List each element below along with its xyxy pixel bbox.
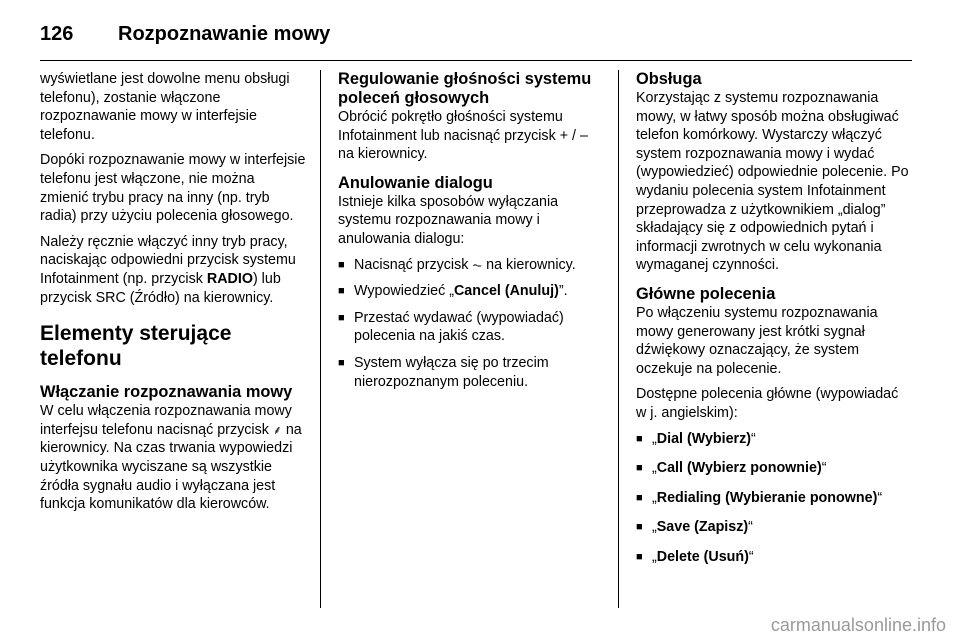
text-span: na kierownicy. Na czas trwania wypowiedzi użytkownika wyciszane są wszystkie źródła sygnału audio i wyłączana jest funkcja komunikatów dla kierowców.: [40, 421, 302, 513]
main-commands-list: [636, 430, 910, 567]
list-item: [636, 489, 910, 508]
column-1: [40, 70, 306, 521]
paragraph: Dopóki rozpoznawanie mowy w interfejsie telefonu jest włączone, nie można zmienić trybu pracy na inny (np. tryb radia) przy użyciu polecenia głosowego.: [40, 152, 306, 225]
column-3: [636, 70, 910, 577]
voice-recognition-icon: ⸙: [272, 422, 282, 437]
paragraph: Korzystając z systemu rozpoznawania mowy, w łatwy sposób można obsługiwać telefon komórkowy. Wystarczy włączyć system rozpoznawania mowy i wydać (wypowiedzieć) odpowiednie polecenie. Po wydaniu polecenia system Infotainment przeprowadza z użytkownikiem „dialog” składający się z odpowiednich pytań i informacji zwrotnych w celu wykonania wymaganej czynności.: [636, 90, 909, 274]
list-item: ■ Przestać wydawać (wypowiadać) polecenia na jakiś czas.: [338, 309, 604, 346]
heading-main-commands: Główne polecenia: [636, 284, 776, 303]
page-header: [40, 14, 330, 54]
list-item: [636, 548, 910, 567]
column-divider-2: [618, 70, 619, 608]
command-text: Redialing (Wybieranie ponowne): [656, 489, 878, 506]
list-item: [636, 459, 910, 478]
heading-cancel-dialog: Anulowanie dialogu: [338, 173, 493, 192]
list-item: [636, 430, 910, 449]
quote-mark: “: [877, 489, 883, 506]
text-span: ) lub przycisk SRC (Źródło) na kierownicy.: [40, 270, 281, 306]
header-rule: [40, 60, 912, 61]
text-span: Wypowiedzieć „: [354, 283, 454, 300]
list-item: [338, 282, 604, 301]
quote-mark: “: [748, 519, 753, 536]
quote-mark: “: [748, 548, 754, 565]
column-2: [338, 70, 604, 399]
list-item: [338, 256, 604, 275]
quote-mark: „: [652, 460, 657, 477]
text-span: ”.: [558, 283, 568, 300]
heading-volume: Regulowanie głośności systemu poleceń głosowych: [338, 70, 592, 107]
page-number: 126: [40, 22, 74, 45]
command-text: Call (Wybierz ponownie): [656, 460, 822, 477]
quote-mark: „: [652, 489, 657, 506]
text-span: na kierownicy.: [482, 256, 576, 273]
subsection-title: Włączanie rozpoznawania mowy: [40, 383, 293, 402]
quote-mark: “: [821, 460, 827, 477]
paragraph: Dostępne polecenia główne (wypowiadać w j. angielskim):: [636, 386, 899, 421]
paragraph: Po włączeniu systemu rozpoznawania mowy generowany jest krótki sygnał dźwiękowy oznaczający, że system oczekuje na polecenie.: [636, 304, 878, 377]
cancel-methods-list: [338, 256, 604, 392]
text-span: W celu włączenia rozpoznawania mowy interfejsu telefonu nacisnąć przycisk: [40, 403, 292, 438]
paragraph: wyświetlane jest dowolne menu obsługi telefonu), zostanie włączone rozpoznawanie mowy w interfejsie telefonu.: [40, 71, 290, 143]
command-text: Cancel (Anuluj): [453, 283, 559, 300]
paragraph: [40, 233, 306, 307]
radio-button-name: RADIO: [206, 270, 253, 287]
page-title: Rozpoznawanie mowy: [118, 22, 331, 45]
quote-mark: „: [652, 519, 657, 536]
hang-up-icon: ⏦: [472, 257, 483, 272]
paragraph: [40, 402, 306, 514]
text-span: Nacisnąć przycisk: [354, 256, 473, 273]
section-title: Elementy sterujące telefonu: [40, 322, 232, 371]
text-span: Należy ręcznie włączyć inny tryb pracy, naciskając odpowiedni przycisk systemu Infotainment (np. przycisk: [40, 233, 296, 287]
command-text: Delete (Usuń): [656, 548, 749, 565]
command-text: Dial (Wybierz): [656, 430, 752, 447]
list-item: [636, 518, 910, 537]
watermark: carmanualsonline.info: [770, 615, 946, 635]
heading-operation: Obsługa: [636, 70, 702, 88]
paragraph: Obrócić pokrętło głośności systemu Infotainment lub nacisnąć przycisk + / – na kierownicy.: [338, 109, 588, 163]
quote-mark: „: [652, 548, 657, 565]
quote-mark: “: [751, 430, 756, 447]
column-divider-1: [320, 70, 321, 608]
list-item: ■ System wyłącza się po trzecim nierozpoznanym poleceniu.: [338, 354, 604, 391]
command-text: Save (Zapisz): [656, 519, 749, 536]
paragraph: Istnieje kilka sposobów wyłączania systemu rozpoznawania mowy i anulowania dialogu:: [338, 193, 559, 247]
quote-mark: „: [652, 430, 657, 447]
